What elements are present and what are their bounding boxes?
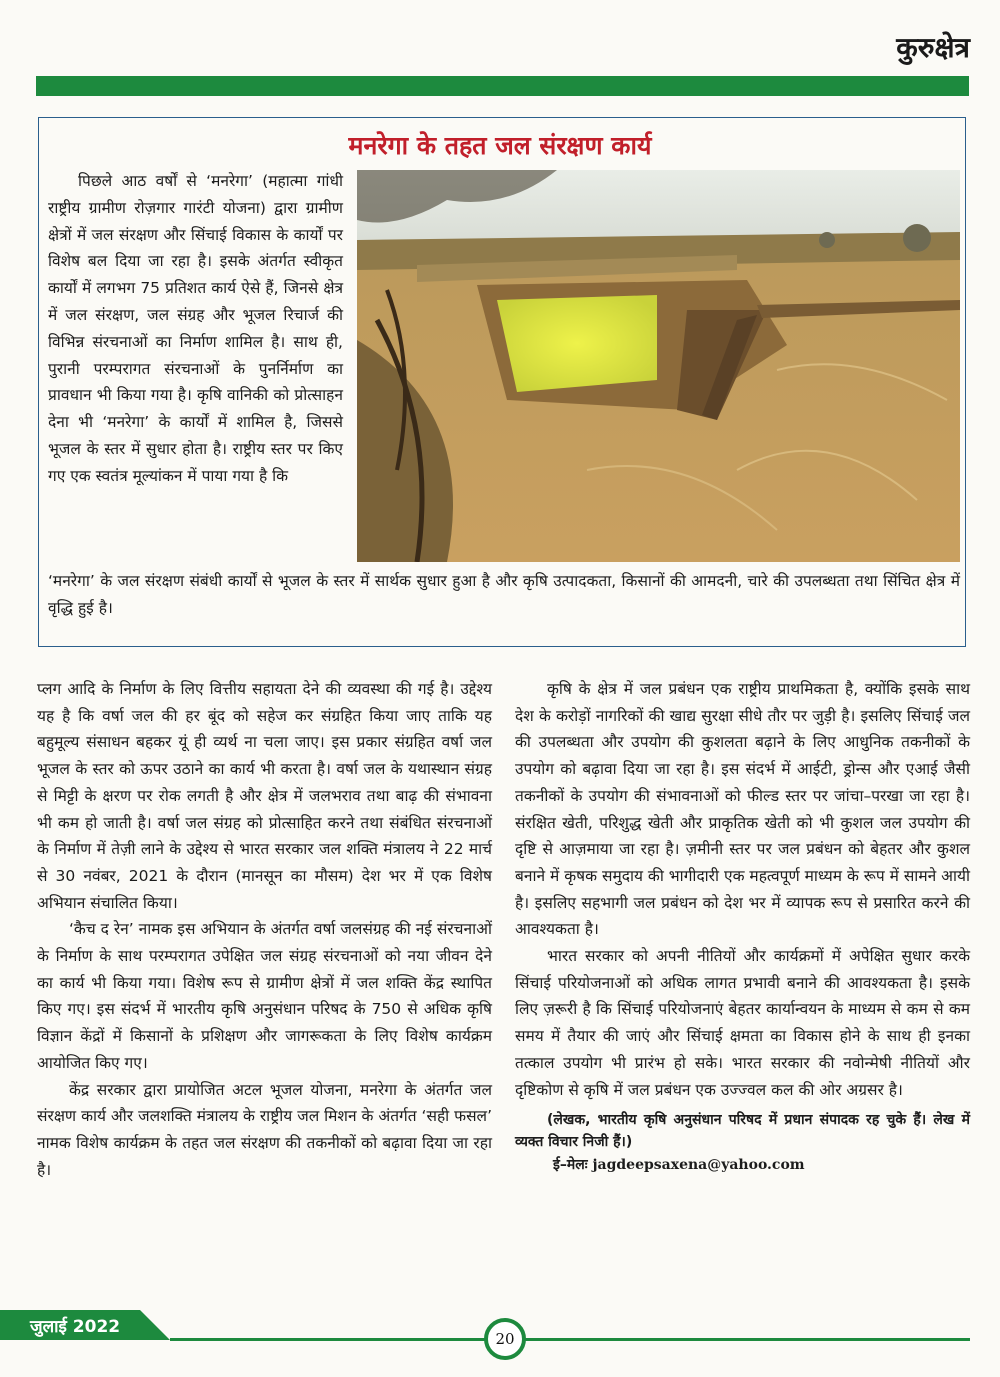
issue-date: जुलाई 2022 <box>30 1317 121 1337</box>
box-title: मनरेगा के तहत जल संरक्षण कार्य <box>348 131 652 160</box>
left-paragraph-1: प्लग आदि के निर्माण के लिए वित्तीय सहायता देने की व्यवस्था की गई है। उद्देश्य यह है कि वर्षा जल की हर बूंद को सहेज कर संग्रहित किया जाए ताकि यह बहुमूल्य संसाधन बहकर यूं ही व्यर्थ ना चला जाए। इस प्रकार संग्रहित वर्षा जल भूजल के स्तर को ऊपर उठाने का कार्य भी करता है। वर्षा जल के यथास्थान संग्रह से मिट्टी के क्षरण पर रोक लगती है और क्षेत्र में जलभराव तथा बाढ़ की संभावना भी कम हो जाती है। वर्षा जल संग्रह को प्रोत्साहित करने तथा संबंधित संरचनाओं के निर्माण में तेज़ी लाने के उद्देश्य से भारत सरकार जल शक्ति मंत्रालय ने 22 मार्च से 30 नवंबर, 2021 के दौरान (मानसून का मौसम) देश भर में एक विशेष अभियान संचालित किया। <box>37 680 492 912</box>
author-email: jagdeepsaxena@yahoo.com <box>592 1157 805 1174</box>
magazine-masthead: कुरुक्षेत्र <box>896 31 970 64</box>
right-column <box>515 676 970 1177</box>
box-intro-text: पिछले आठ वर्षों से ‘मनरेगा’ (महात्मा गांधी राष्ट्रीय ग्रामीण रोज़गार गारंटी योजना) द्वारा ग्रामीण क्षेत्रों में जल संरक्षण और सिंचाई विकास के कार्यों पर विशेष बल दिया जा रहा है। इसके अंतर्गत स्वीकृत कार्यों में लगभग 75 प्रतिशत कार्य ऐसे हैं, जिनसे क्षेत्र में जल संरक्षण, जल संग्रह और भूजल रिचार्ज की विभिन्न संरचनाओं का निर्माण शामिल है। साथ ही, पुरानी परम्परागत संरचनाओं के पुनर्निर्माण का प्रावधान भी किया गया है। कृषि वानिकी को प्रोत्साहन देना भी ‘मनरेगा’ के कार्यों में शामिल है, जिससे भूजल के स्तर में सुधार होता है। राष्ट्रीय स्तर पर किए गए एक स्वतंत्र मूल्यांकन में पाया गया है कि <box>48 172 343 485</box>
footer-rule <box>170 1338 970 1341</box>
left-paragraph-3: केंद्र सरकार द्वारा प्रायोजित अटल भूजल योजना, मनरेगा के अंतर्गत जल संरक्षण कार्य और जलशक्ति मंत्रालय के राष्ट्रीय जल मिशन के अंतर्गत ‘सही फसल’ नामक विशेष कार्यक्रम के तहत जल संरक्षण की तकनीकों को बढ़ावा दिया जा रहा है। <box>37 1080 492 1179</box>
email-line <box>515 1153 970 1177</box>
page-number: 20 <box>484 1318 526 1360</box>
right-paragraph-2: भारत सरकार को अपनी नीतियों और कार्यक्रमों में अपेक्षित सुधार करके सिंचाई परियोजनाओं को अधिक लागत प्रभावी बनाने की आवश्यकता है। इसके लिए ज़रूरी है कि सिंचाई परियोजनाएं बेहतर कार्यान्वयन के माध्यम से कम से कम समय में तैयार की जाएं और सिंचाई क्षमता का विकास होने के साथ ही इनका तत्काल उपयोग भी प्रारंभ हो सके। भारत सरकार की नवोन्मेषी नीतियों और दृष्टिकोण से कृषि में जल प्रबंधन एक उज्ज्वल कल की ओर अग्रसर है। <box>515 947 970 1099</box>
left-paragraph-2: ‘कैच द रेन’ नामक इस अभियान के अंतर्गत वर्षा जलसंग्रह की नई संरचनाओं के निर्माण के साथ परम्परागत उपेक्षित जल संग्रह संरचनाओं को नया जीवन देने का कार्य भी किया गया। विशेष रूप से ग्रामीण क्षेत्रों में जल शक्ति केंद्र स्थापित किए गए। इस संदर्भ में भारतीय कृषि अनुसंधान परिषद के 750 से अधिक कृषि विज्ञान केंद्रों में किसानों के प्रशिक्षण और जागरूकता के लिए विशेष कार्यक्रम आयोजित किए गए। <box>37 920 492 1072</box>
box-conclusion-text: ‘मनरेगा’ के जल संरक्षण संबंधी कार्यों से भूजल के स्तर में सार्थक सुधार हुआ है और कृषि उत्पादकता, किसानों की आमदनी, चारे की उपलब्धता तथा सिंचित क्षेत्र में वृद्धि हुई है। <box>48 572 960 617</box>
author-note: (लेखक, भारतीय कृषि अनुसंधान परिषद में प्रधान संपादक रह चुके हैं। लेख में व्यक्त विचार निजी हैं।) <box>515 1112 970 1151</box>
water-harvesting-pond-photo <box>357 170 960 562</box>
left-column <box>37 676 492 1183</box>
right-paragraph-1: कृषि के क्षेत्र में जल प्रबंधन एक राष्ट्रीय प्राथमिकता है, क्योंकि इसके साथ देश के करोड़ों नागरिकों की खाद्य सुरक्षा सीधे तौर पर जुड़ी है। इसलिए सिंचाई जल की उपलब्धता और उपयोग की कुशलता बढ़ाने के लिए आधुनिक तकनीकों के उपयोग को बढ़ावा दिया जा रहा है। इस संदर्भ में आईटी, ड्रोन्स और एआई जैसी तकनीकों के उपयोग की संभावनाओं को फील्ड स्तर पर जांचा–परखा जा रहा है। संरक्षित खेती, परिशुद्ध खेती और प्राकृतिक खेती को भी कुशल जल उपयोग की दृष्टि से आज़माया जा रहा है। ज़मीनी स्तर पर जल प्रबंधन को बेहतर और कुशल बनाने में कृषक समुदाय की भागीदारी एक महत्वपूर्ण माध्यम के रूप में सामने आयी है। इसलिए सहभागी जल प्रबंधन को देश भर में व्यापक रूप से प्रसारित करने की आवश्यकता है। <box>515 680 970 939</box>
header-green-bar <box>36 76 969 96</box>
email-label: ई–मेलः <box>553 1157 588 1174</box>
